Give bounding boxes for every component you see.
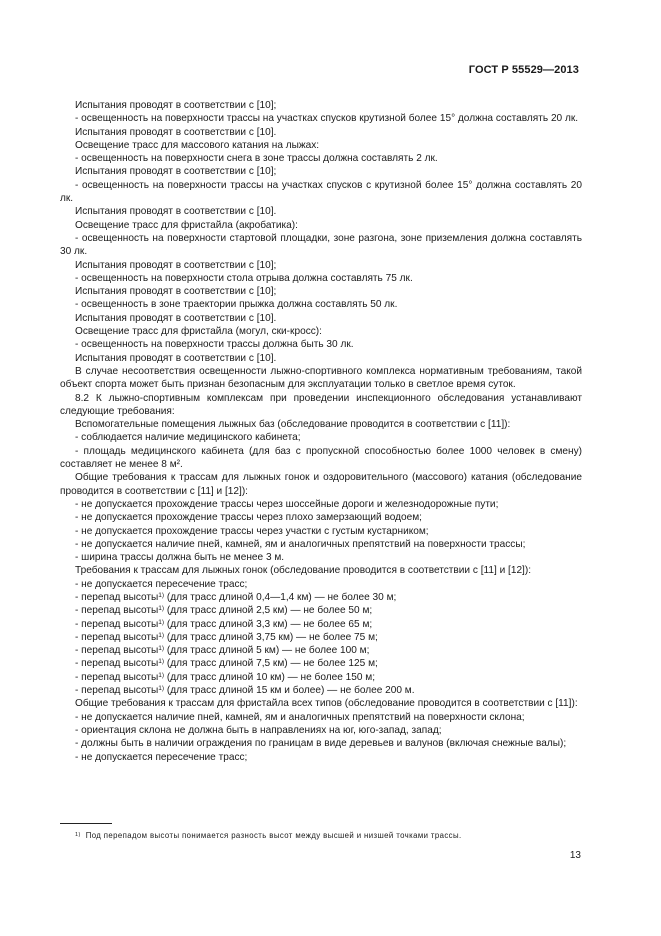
paragraph — [60, 551, 582, 564]
paragraph-text: - не допускается прохождение трассы через плохо замерзающий водоем; — [75, 512, 422, 524]
paragraph — [60, 392, 582, 419]
paragraph-text: Требования к трассам для лыжных гонок (обследование проводится в соответствии с [11] и [12]): — [75, 565, 532, 577]
paragraph-text: Вспомогательные помещения лыжных баз (обследование проводится в соответствии с [11]): — [75, 419, 511, 431]
paragraph-text: - не допускается прохождение трассы через участки с густым кустарником; — [75, 525, 429, 537]
paragraph — [60, 711, 582, 724]
paragraph-text: - не допускается наличие пней, камней, ям и аналогичных препятствий на поверхности трассы; — [75, 538, 526, 550]
paragraph-text: - перепад высоты — [75, 605, 159, 617]
paragraph-text: - освещенность на поверхности трассы на участках спусков с крутизной более 15° должна составлять 20 лк. — [60, 179, 582, 205]
paragraph — [60, 232, 582, 259]
paragraph — [60, 525, 582, 538]
paragraph — [60, 737, 582, 750]
paragraph-text: - освещенность на поверхности трассы должна быть 30 лк. — [75, 339, 354, 351]
footnote-reference: 1) — [158, 645, 165, 653]
paragraph-text: Испытания проводят в соответствии с [10]; — [75, 100, 277, 111]
paragraph-text: - перепад высоты — [75, 645, 159, 657]
paragraph-text: - не допускается пересечение трасс; — [75, 578, 248, 590]
paragraph — [60, 631, 582, 644]
paragraph — [60, 219, 582, 232]
paragraph — [60, 471, 582, 498]
footnote-text: Под перепадом высоты понимается разность высот между высшей и низшей точками трассы. — [85, 831, 462, 840]
paragraph — [60, 578, 582, 591]
paragraph-text: - перепад высоты — [75, 658, 159, 670]
paragraph — [60, 312, 582, 325]
paragraph — [60, 352, 582, 365]
paragraph-text-rest: (для трасс длиной 10 км) — не более 150 м; — [164, 671, 376, 683]
footnote-reference: 1) — [158, 618, 165, 626]
paragraph — [60, 538, 582, 551]
paragraph-text: Общие требования к трассам для фристайла всех типов (обследование проводится в соответствии с [11]): — [75, 698, 578, 710]
paragraph-text: В случае несоответствия освещенности лыжно-спортивного комплекса нормативным требованиям, такой объект спорта может быть признан безопасным для эксплуатации только в светлое время суток. — [60, 365, 582, 391]
paragraph — [60, 511, 582, 524]
paragraph-text: Освещение трасс для фристайла (могул, ски-кросс): — [75, 326, 322, 338]
paragraph — [60, 564, 582, 577]
paragraph — [60, 112, 582, 125]
paragraph-text: - должны быть в наличии ограждения по границам в виде деревьев и валунов (включая снежные валы); — [75, 738, 567, 750]
paragraph — [60, 272, 582, 285]
footnote-reference: 1) — [158, 605, 165, 613]
paragraph — [60, 724, 582, 737]
paragraph — [60, 126, 582, 139]
paragraph-text: Испытания проводят в соответствии с [10]. — [75, 352, 277, 364]
paragraph-text-rest: (для трасс длиной 2,5 км) — не более 50 м; — [164, 605, 373, 617]
paragraph-text: - перепад высоты — [75, 685, 159, 697]
paragraph — [60, 644, 582, 657]
paragraph-text: - ширина трассы должна быть не менее 3 м. — [75, 552, 285, 564]
paragraph-text: - перепад высоты — [75, 591, 159, 603]
paragraph — [60, 99, 582, 112]
paragraph-text-rest: (для трасс длиной 5 км) — не более 100 м; — [164, 645, 370, 657]
paragraph — [60, 179, 582, 206]
footnote-mark: 1) — [75, 832, 81, 838]
paragraph-text: Испытания проводят в соответствии с [10]. — [75, 312, 277, 324]
paragraph — [60, 325, 582, 338]
paragraph-text: - соблюдается наличие медицинского кабинета; — [75, 432, 301, 444]
paragraph-text: Испытания проводят в соответствии с [10]; — [75, 286, 277, 298]
paragraph — [60, 338, 582, 351]
paragraph — [60, 591, 582, 604]
paragraph-text: - освещенность в зоне траектории прыжка должна составлять 50 лк. — [75, 299, 398, 311]
page-number: 13 — [569, 850, 581, 861]
paragraph — [60, 671, 582, 684]
paragraph — [60, 604, 582, 617]
paragraph-text: - перепад высоты — [75, 618, 159, 630]
footnote-reference: 1) — [158, 658, 165, 666]
paragraph — [60, 418, 582, 431]
paragraph — [60, 431, 582, 444]
paragraph-text: - площадь медицинского кабинета (для баз с пропускной способностью более 1000 человек в смену) составляет не менее 8 м². — [60, 445, 582, 471]
paragraph — [60, 618, 582, 631]
paragraph — [60, 684, 582, 697]
paragraph — [60, 445, 582, 472]
paragraph-text: - освещенность на поверхности трассы на участках спусков крутизной более 15° должна составлять 20 лк. — [75, 113, 579, 125]
paragraph-text: Освещение трасс для массового катания на лыжах: — [75, 139, 320, 151]
paragraph-text: - не допускается пересечение трасс; — [75, 751, 248, 763]
paragraph — [60, 285, 582, 298]
document-body — [60, 99, 582, 764]
paragraph — [60, 259, 582, 272]
paragraph-text: Испытания проводят в соответствии с [10]; — [75, 166, 277, 178]
paragraph-text-rest: (для трасс длиной 0,4—1,4 км) — не более 30 м; — [164, 591, 397, 603]
paragraph-text: - перепад высоты — [75, 671, 159, 683]
paragraph-text: 8.2 К лыжно-спортивным комплексам при проведении инспекционного обследования устанавливают следующие требования: — [60, 392, 582, 417]
paragraph — [60, 205, 582, 218]
footnote-rule — [60, 823, 112, 824]
footnote-reference: 1) — [158, 671, 165, 679]
paragraph — [60, 697, 582, 710]
paragraph — [60, 298, 582, 311]
paragraph — [60, 751, 582, 764]
paragraph-text-rest: (для трасс длиной 15 км и более) — не более 200 м. — [164, 685, 415, 697]
paragraph-text: - освещенность на поверхности стартовой площадки, зоне разгона, зоне приземления должна составлять 30 лк. — [60, 232, 582, 258]
paragraph-text: Освещение трасс для фристайла (акробатика): — [75, 219, 298, 231]
paragraph-text-rest: (для трасс длиной 3,75 км) — не более 75 м; — [164, 631, 378, 643]
paragraph-text: Испытания проводят в соответствии с [10]. — [75, 206, 277, 218]
paragraph-text: - перепад высоты — [75, 631, 159, 643]
footnote-reference: 1) — [158, 591, 165, 599]
paragraph-text-rest: (для трасс длиной 7,5 км) — не более 125 м; — [164, 658, 378, 670]
paragraph — [60, 152, 582, 165]
paragraph-text: Испытания проводят в соответствии с [10]; — [75, 259, 277, 271]
page-header: ГОСТ Р 55529—2013 — [468, 64, 579, 76]
paragraph-text: Общие требования к трассам для лыжных гонок и оздоровительного (массового) катания (обследование проводится в соответствии с [11] и [12]): — [60, 472, 582, 497]
footnote-reference: 1) — [158, 685, 165, 693]
paragraph — [60, 498, 582, 511]
footnote-reference: 1) — [158, 631, 165, 639]
paragraph-text: - не допускается прохождение трассы через шоссейные дороги и железнодорожные пути; — [75, 498, 499, 510]
paragraph — [60, 165, 582, 178]
paragraph-text: - освещенность на поверхности стола отрыва должна составлять 75 лк. — [75, 272, 413, 284]
paragraph-text: - ориентация склона не должна быть в направлениях на юг, юго-запад, запад; — [75, 724, 442, 736]
paragraph — [60, 139, 582, 152]
footnote — [75, 830, 462, 841]
paragraph-text: - освещенность на поверхности снега в зоне трассы должна составлять 2 лк. — [75, 153, 438, 165]
paragraph — [60, 365, 582, 392]
paragraph-text: - не допускается наличие пней, камней, ям и аналогичных препятствий на поверхности склона; — [75, 711, 525, 723]
paragraph-text-rest: (для трасс длиной 3,3 км) — не более 65 м; — [164, 618, 373, 630]
paragraph-text: Испытания проводят в соответствии с [10]. — [75, 126, 277, 138]
paragraph — [60, 657, 582, 670]
